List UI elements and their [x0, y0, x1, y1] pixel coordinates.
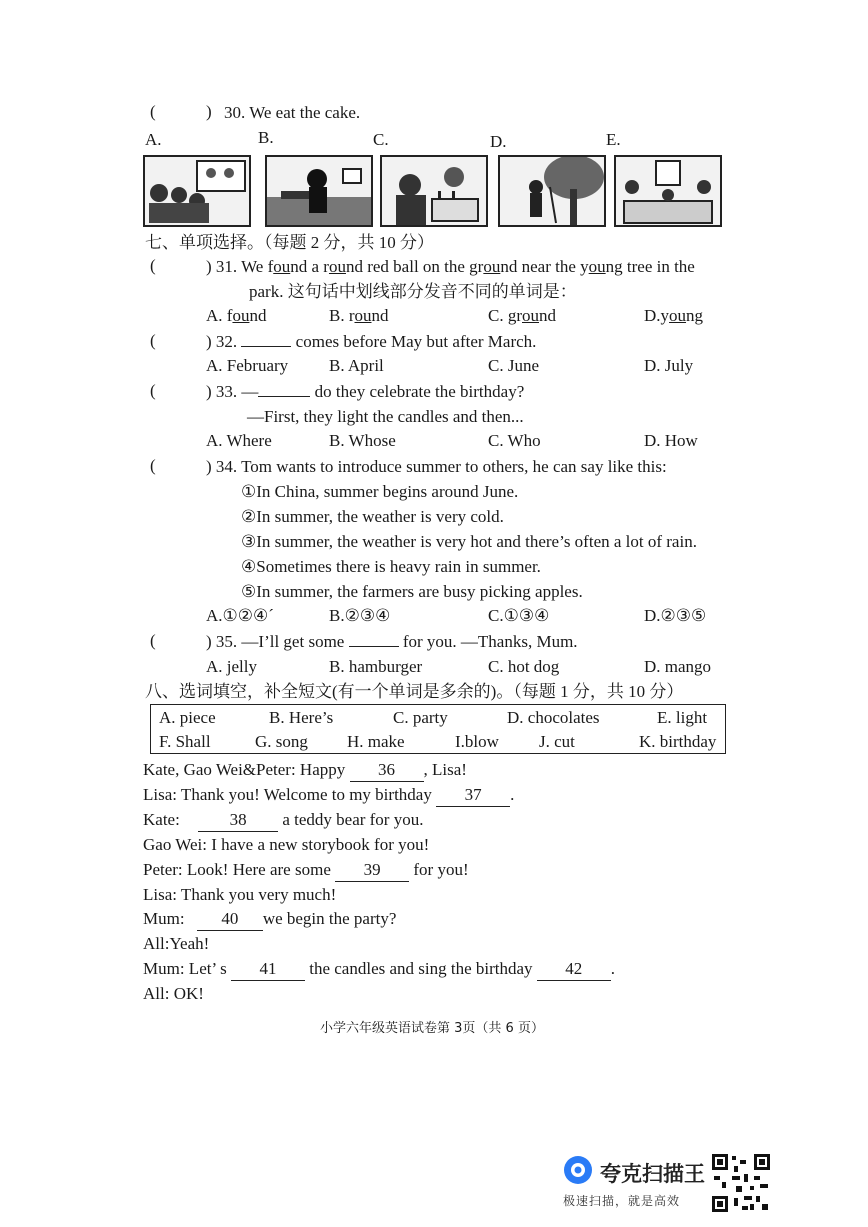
scanner-brand-name: 夸克扫描王 [600, 1162, 705, 1186]
q35-option-b: B. hamburger [329, 657, 423, 676]
answer-paren[interactable]: ( [150, 631, 156, 650]
q30-text: 30. We eat the cake. [224, 103, 361, 122]
q33-option-c: C. Who [488, 431, 541, 450]
dialogue-line [143, 759, 467, 782]
answer-paren[interactable]: ( [150, 381, 156, 400]
opt-part: C. gr [488, 306, 522, 325]
opt-part: ng [686, 306, 704, 325]
scanner-slogan: 极速扫描，就是高效 [563, 1194, 681, 1208]
dialogue-text: Lisa: Thank you! Welcome to my birthday [143, 785, 432, 804]
answer-paren[interactable]: ( [150, 456, 156, 475]
answer-blank[interactable]: 37 [436, 784, 510, 807]
dialogue-line [143, 859, 469, 882]
picture-d-tree [498, 155, 606, 227]
qr-code-icon [710, 1152, 772, 1219]
dialogue-text: the candles and sing the birthday [309, 959, 533, 978]
dialogue-text: . [510, 785, 515, 804]
q33-pre: ) 33. — [206, 382, 259, 401]
q34-option-d: D.②③⑤ [644, 606, 707, 625]
q31-option-a [206, 306, 266, 326]
word-option: I.blow [455, 732, 499, 751]
q33-text [206, 381, 524, 403]
q32-pre: ) 32. [206, 332, 238, 351]
q30-option-a: A. [145, 130, 162, 149]
q31-line2: park. 这句话中划线部分发音不同的单词是： [249, 282, 577, 301]
q35-option-a: A. jelly [206, 657, 257, 676]
dialogue-line [143, 958, 615, 981]
q31-mid1: nd a r [290, 257, 329, 276]
dialogue-line: Gao Wei: I have a new storybook for you! [143, 835, 430, 854]
q35-option-c: C. hot dog [488, 657, 560, 676]
dialogue-text: we begin the party? [262, 909, 397, 928]
underlined-letters: ou [273, 257, 291, 276]
dialogue-text: Mum: Let’ s [143, 959, 227, 978]
dialogue-line [143, 809, 423, 832]
page-footer: 小学六年级英语试卷第 3页（共 6 页） [320, 1021, 544, 1036]
dialogue-line: All:Yeah! [143, 934, 210, 953]
answer-blank[interactable]: 38 [198, 809, 278, 832]
answer-blank[interactable]: 36 [350, 759, 424, 782]
dialogue-text: for you! [413, 860, 469, 879]
q34-option-c: C.①③④ [488, 606, 550, 625]
q33-option-b: B. Whose [329, 431, 396, 450]
picture-a-family-watching [143, 155, 251, 227]
q31-post: ng tree in the [605, 257, 695, 276]
q33-line2: —First, they light the candles and then... [247, 407, 524, 426]
q30-option-e: E. [606, 130, 621, 149]
q35-post: for you. —Thanks, Mum. [402, 632, 578, 651]
word-bank [150, 704, 726, 754]
q34-item-5: ⑤In summer, the farmers are busy picking apples. [241, 582, 583, 601]
q31-option-c [488, 306, 556, 326]
q34-option-b: B.②③④ [329, 606, 391, 625]
q31-option-b [329, 306, 389, 326]
underlined-letters: ou [588, 257, 606, 276]
opt-part: nd [539, 306, 556, 325]
dialogue-line [143, 784, 514, 807]
dialogue-text: Kate: [143, 810, 180, 829]
word-option: A. piece [159, 708, 216, 727]
word-option: J. cut [539, 732, 575, 751]
dialogue-line: Lisa: Thank you very much! [143, 885, 337, 904]
q33-post: do they celebrate the birthday? [314, 382, 525, 401]
q32-text [206, 331, 536, 353]
answer-blank[interactable]: 42 [537, 958, 611, 981]
word-option: G. song [255, 732, 308, 751]
answer-paren-close: ) [206, 102, 212, 121]
word-option: F. Shall [159, 732, 211, 751]
section7-heading: 七、单项选择。（每题 2 分，共 10 分） [145, 233, 434, 252]
q31-pre: ) 31. We f [206, 257, 274, 276]
picture-e-dinner [614, 155, 722, 227]
q32-option-d: D. July [644, 356, 694, 375]
dialogue-text: Peter: Look! Here are some [143, 860, 331, 879]
word-option: B. Here’s [269, 708, 334, 727]
opt-part: B. r [329, 306, 355, 325]
answer-blank[interactable]: 39 [335, 859, 409, 882]
dialogue-text: , Lisa! [423, 760, 467, 779]
dialogue-line [143, 908, 396, 931]
q35-text [206, 631, 578, 653]
opt-part: nd [371, 306, 389, 325]
picture-c-cake [380, 155, 488, 227]
underlined-letters: ou [522, 306, 539, 325]
q31-mid3: nd near the y [500, 257, 589, 276]
q35-pre: ) 35. —I’ll get some [206, 632, 345, 651]
period: . [610, 959, 616, 978]
answer-paren[interactable]: ( [150, 102, 156, 121]
dialogue-text: Kate, Gao Wei&Peter: Happy [143, 760, 346, 779]
underlined-letters: ou [232, 306, 250, 325]
q34-item-3: ③In summer, the weather is very hot and there’s often a lot of rain. [241, 532, 697, 551]
q33-option-d: D. How [644, 431, 698, 450]
q34-item-2: ②In summer, the weather is very cold. [241, 507, 504, 526]
dialogue-line: All: OK! [143, 984, 204, 1003]
answer-paren[interactable]: ( [150, 331, 156, 350]
opt-part: A. f [206, 306, 233, 325]
q33-option-a: A. Where [206, 431, 272, 450]
word-option: K. birthday [639, 732, 717, 751]
answer-blank[interactable] [241, 346, 291, 347]
opt-part: D.y [644, 306, 670, 325]
opt-part: nd [249, 306, 267, 325]
answer-paren[interactable]: ( [150, 256, 156, 275]
dialogue-text: Mum: [143, 909, 185, 928]
q32-option-a: A. February [206, 356, 289, 375]
q34-option-a: A.①②④ˊ [206, 606, 274, 625]
q32-post: comes before May but after March. [295, 332, 537, 351]
answer-blank[interactable]: 41 [231, 958, 305, 981]
answer-blank[interactable]: 40 [197, 908, 263, 931]
underlined-letters: ou [354, 306, 372, 325]
answer-blank[interactable] [349, 646, 399, 647]
q34-text: ) 34. Tom wants to introduce summer to others, he can say like this: [206, 457, 667, 476]
word-option: E. light [657, 708, 708, 727]
q31-mid2: nd red ball on the gr [345, 257, 484, 276]
q31-option-d [644, 306, 703, 326]
q32-option-c: C. June [488, 356, 539, 375]
underlined-letters: ou [483, 257, 501, 276]
q31-text [206, 256, 695, 278]
q30-option-d: D. [490, 132, 507, 151]
q35-option-d: D. mango [644, 657, 712, 676]
q30-option-b: B. [258, 128, 274, 147]
word-option: D. chocolates [507, 708, 600, 727]
q30-option-c: C. [373, 130, 389, 149]
scanner-logo-icon [563, 1155, 593, 1190]
underlined-letters: ou [328, 257, 346, 276]
word-option: H. make [347, 732, 405, 751]
q34-item-1: ①In China, summer begins around June. [241, 482, 519, 501]
q34-item-4: ④Sometimes there is heavy rain in summer. [241, 557, 541, 576]
underlined-letters: ou [669, 306, 687, 325]
word-option: C. party [393, 708, 448, 727]
answer-blank[interactable] [258, 396, 310, 397]
dialogue-text: a teddy bear for you. [282, 810, 424, 829]
picture-b-cooking [265, 155, 373, 227]
q32-option-b: B. April [329, 356, 384, 375]
section8-heading: 八、选词填空，补全短文(有一个单词是多余的)。（每题 1 分，共 10 分） [145, 682, 684, 701]
